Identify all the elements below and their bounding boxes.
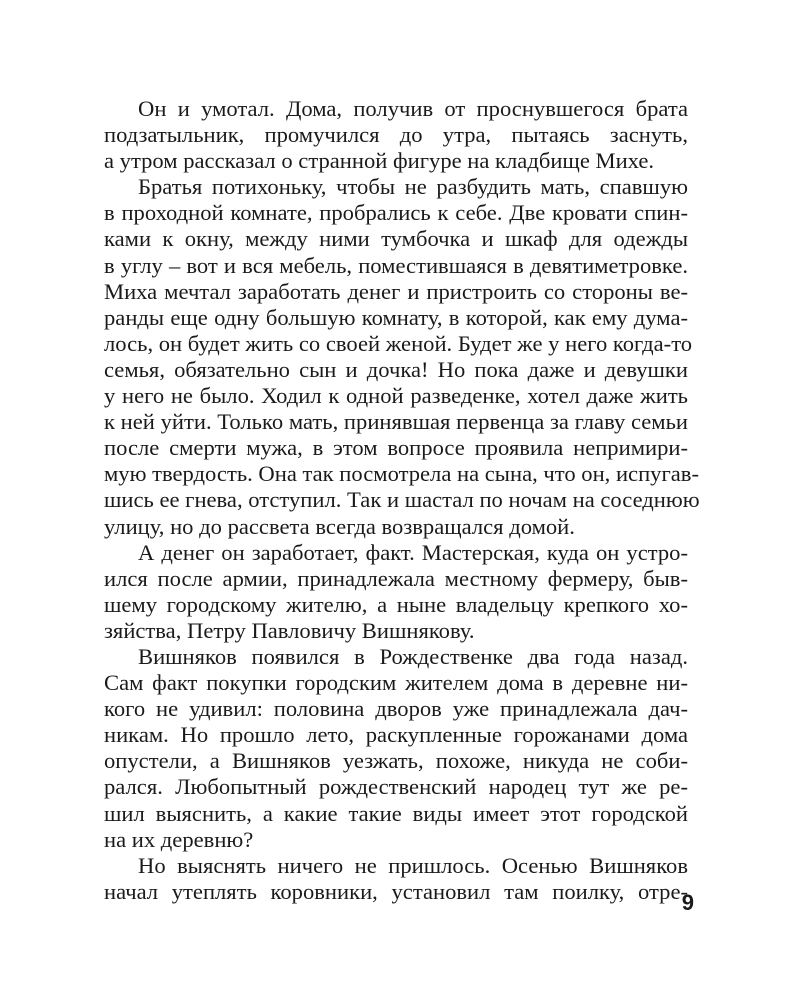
text-line: к ней уйти. Только мать, принявшая первенца за главу семьи bbox=[104, 409, 688, 435]
text-line: шил выяснить, а какие такие виды имеет этот городской bbox=[104, 800, 688, 826]
text-line: ился после армии, принадлежала местному фермеру, быв- bbox=[104, 565, 688, 591]
text-line: ранды еще одну большую комнату, в которой, как ему дума- bbox=[104, 304, 688, 330]
page-number: 9 bbox=[681, 890, 694, 915]
text-line: шему городскому жителю, а ныне владельцу крепкого хо- bbox=[104, 591, 688, 617]
text-line: кого не удивил: половина дворов уже принадлежала дач- bbox=[104, 696, 688, 722]
text-line: зяйства, Петру Павловичу Вишнякову. bbox=[104, 617, 475, 643]
body-text bbox=[104, 96, 700, 905]
paragraph bbox=[104, 853, 688, 905]
text-line: после смерти мужа, в этом вопросе проявила непримири- bbox=[104, 435, 688, 461]
text-line: Миха мечтал заработать денег и пристроить со стороны ве- bbox=[104, 278, 688, 304]
text-line: у него не было. Ходил к одной разведенке, хотел даже жить bbox=[104, 383, 688, 409]
text-line: опустели, а Вишняков уезжать, похоже, никуда не соби- bbox=[104, 748, 688, 774]
text-line: в углу – вот и вся мебель, поместившаяся в девятиметровке. bbox=[104, 252, 688, 278]
paragraph bbox=[104, 540, 688, 644]
text-line: Он и умотал. Дома, получив от проснувшегося брата bbox=[138, 96, 688, 121]
text-line: а утром рассказал о странной фигуре на кладбище Михе. bbox=[104, 148, 655, 174]
paragraph bbox=[104, 644, 688, 853]
text-line: лось, он будет жить со своей женой. Будет же у него когда-то bbox=[104, 330, 693, 356]
text-line: в проходной комнате, пробрались к себе. Две кровати спин- bbox=[104, 200, 688, 226]
text-line: начал утеплять коровники, установил там поилку, отре- bbox=[104, 878, 688, 904]
text-line: Но выяснять ничего не пришлось. Осенью Вишняков bbox=[138, 852, 688, 878]
text-line: шись ее гнева, отступил. Так и шастал по ночам на соседнюю bbox=[104, 487, 700, 513]
text-line: Вишняков появился в Рождественке два года назад. bbox=[138, 643, 688, 669]
text-line: Братья потихоньку, чтобы не разбудить мать, спавшую bbox=[138, 174, 688, 200]
text-line: рался. Любопытный рождественский народец тут же ре- bbox=[104, 774, 688, 800]
text-line: семья, обязательно сын и дочка! Но пока даже и девушки bbox=[104, 356, 688, 382]
text-line: А денег он заработает, факт. Мастерская, куда он устро- bbox=[138, 539, 688, 565]
paragraph bbox=[104, 174, 700, 539]
text-line: улицу, но до рассвета всегда возвращался домой. bbox=[104, 513, 575, 539]
text-line: подзатыльник, промучился до утра, пытаясь заснуть, bbox=[104, 122, 688, 148]
paragraph bbox=[104, 96, 688, 174]
text-line: никам. Но прошло лето, раскупленные горожанами дома bbox=[104, 722, 688, 748]
text-line: Сам факт покупки городским жителем дома в деревне ни- bbox=[104, 670, 688, 696]
text-line: на их деревню? bbox=[104, 826, 254, 852]
text-line: мую твердость. Она так посмотрела на сына, что он, испугав- bbox=[104, 461, 699, 487]
text-line: ками к окну, между ними тумбочка и шкаф для одежды bbox=[104, 226, 688, 252]
